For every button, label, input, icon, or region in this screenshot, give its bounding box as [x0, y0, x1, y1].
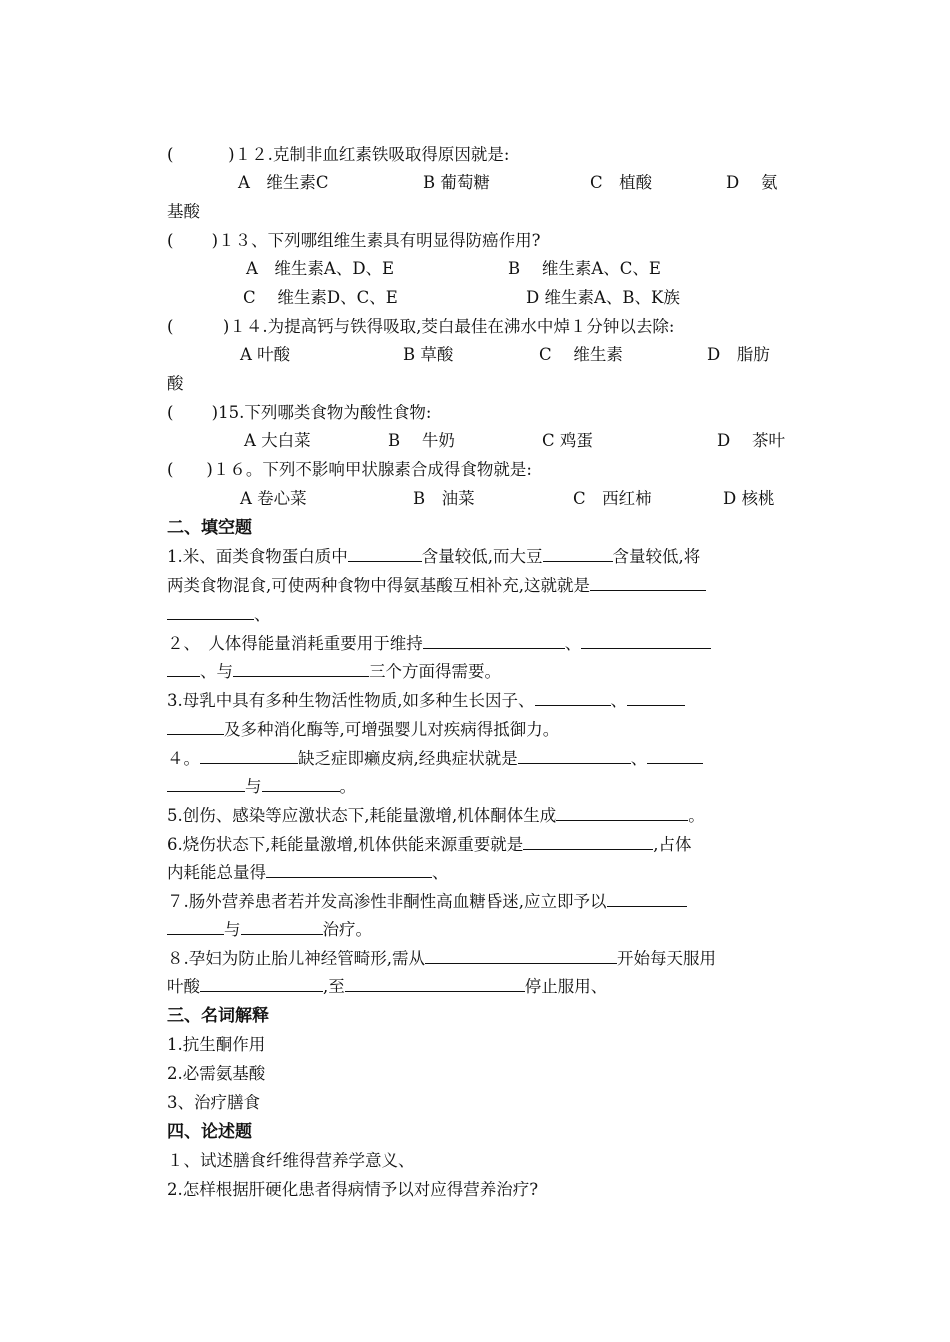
q14-option-d-wrap: 酸	[167, 374, 184, 393]
fill-blank[interactable]	[262, 776, 340, 792]
fill-q7-text-a: ７.肠外营养患者若并发高渗性非酮性高血糖昏迷,应立即予以	[167, 892, 607, 911]
question-12-stem: ( )１２.克制非血红素铁吸取得原因就是:	[167, 145, 510, 164]
q14-option-c: C 维生素	[539, 345, 623, 364]
fill-q2-text-d: 三个方面得需要。	[369, 662, 501, 681]
q15-option-c: C 鸡蛋	[542, 431, 593, 450]
fill-blank[interactable]	[345, 976, 525, 992]
term-item-1: 1.抗生酮作用	[167, 1035, 266, 1054]
essay-item-1: １、试述膳食纤维得营养学意义、	[167, 1151, 415, 1170]
fill-blank[interactable]	[233, 661, 369, 677]
fill-blank[interactable]	[523, 834, 653, 850]
fill-q2-text-a: ２、 人体得能量消耗重要用于维持	[167, 634, 423, 653]
fill-q5-text-b: 。	[688, 806, 705, 825]
fill-q4-text-d: 与	[245, 777, 262, 796]
fill-q7-line2	[167, 919, 372, 941]
section-essay-heading: 四、论述题	[167, 1122, 252, 1142]
q13-option-a: A 维生素A、D、E	[246, 259, 395, 278]
fill-q8-text-d: ,至	[323, 977, 345, 996]
fill-blank[interactable]	[167, 604, 254, 620]
fill-q1-text-d: 两类食物混食,可使两种食物中得氨基酸互相补充,这就就是	[167, 576, 590, 595]
q15-option-d: D 茶叶	[717, 431, 785, 450]
fill-q8-line2	[167, 976, 607, 998]
fill-blank[interactable]	[167, 661, 200, 677]
fill-blank[interactable]	[167, 919, 224, 935]
fill-q8-text-a: ８.孕妇为防止胎儿神经管畸形,需从	[167, 949, 425, 968]
fill-blank[interactable]	[167, 719, 224, 735]
fill-q4-text-c: 、	[630, 749, 648, 768]
fill-blank[interactable]	[423, 633, 565, 649]
fill-blank[interactable]	[556, 805, 688, 821]
fill-blank[interactable]	[535, 690, 611, 706]
fill-q6-text-c: 内耗能总量得	[167, 863, 266, 882]
fill-q8-line1	[167, 948, 716, 970]
fill-q1-text-b: 含量较低,而大豆	[421, 547, 543, 566]
fill-q8-text-e: 停止服用、	[524, 977, 608, 996]
fill-q4-text-e: 。	[339, 777, 356, 796]
term-item-3: 3、治疗膳食	[167, 1093, 260, 1112]
fill-q4-text-b: 缺乏症即癞皮病,经典症状就是	[298, 749, 518, 768]
q12-option-c: C 植酸	[590, 173, 653, 192]
fill-blank[interactable]	[607, 891, 687, 907]
fill-q4-line2	[167, 776, 356, 798]
q13-option-d: D 维生素A、B、K族	[526, 288, 680, 307]
fill-q2-text-c: 、与	[200, 662, 233, 681]
q15-option-a: A 大白菜	[244, 431, 311, 450]
fill-q1-line1	[167, 546, 700, 568]
fill-blank[interactable]	[241, 919, 323, 935]
fill-q7-line1	[167, 891, 687, 913]
fill-q5-line	[167, 805, 705, 827]
fill-blank[interactable]	[200, 748, 298, 764]
fill-q7-text-c: 治疗。	[322, 920, 372, 939]
fill-q1-text-c: 含量较低,将	[612, 547, 701, 566]
q13-option-b: B 维生素A、C、E	[508, 259, 661, 278]
q12-option-a: A 维生素C	[238, 173, 329, 192]
q16-option-b: B 油菜	[413, 489, 475, 508]
q12-option-d: D 氨	[726, 173, 778, 192]
fill-q8-text-b: 开始每天服用	[617, 949, 716, 968]
q12-option-b: B 葡萄糖	[423, 173, 490, 192]
fill-q6-text-b: ,占体	[653, 835, 692, 854]
fill-q7-text-b: 与	[224, 920, 241, 939]
question-14-stem: ( )１４.为提高钙与铁得吸取,茭白最佳在沸水中焯１分钟以去除:	[167, 317, 675, 336]
fill-blank[interactable]	[518, 748, 631, 764]
q13-option-c: C 维生素D、C、E	[243, 288, 398, 307]
question-16-stem: ( )１６。下列不影响甲状腺素合成得食物就是:	[167, 460, 532, 479]
fill-blank[interactable]	[590, 575, 706, 591]
fill-blank[interactable]	[627, 690, 685, 706]
fill-blank[interactable]	[167, 776, 245, 792]
fill-q2-text-b: 、	[564, 634, 582, 653]
fill-blank[interactable]	[200, 976, 323, 992]
fill-q6-line2	[167, 862, 449, 884]
fill-q3-line2	[167, 719, 559, 741]
fill-q3-text-c: 及多种消化酶等,可增强婴儿对疾病得抵御力。	[224, 720, 560, 739]
fill-q6-text-a: 6.烧伤状态下,耗能量激增,机体供能来源重要就是	[167, 835, 524, 854]
fill-q4-text-a: ４。	[167, 749, 200, 768]
fill-q3-text-b: 、	[610, 691, 627, 710]
q14-option-a: A 叶酸	[240, 345, 291, 364]
fill-q5-text-a: 5.创伤、感染等应激状态下,耗能量激增,机体酮体生成	[167, 806, 557, 825]
term-item-2: 2.必需氨基酸	[167, 1064, 266, 1083]
q12-option-d-wrap: 基酸	[167, 202, 200, 221]
section-fill-heading: 二、填空题	[167, 518, 252, 538]
essay-item-2: 2.怎样根据肝硬化患者得病情予以对应得营养治疗?	[167, 1180, 539, 1199]
fill-blank[interactable]	[425, 948, 617, 964]
fill-blank[interactable]	[543, 546, 613, 562]
fill-q6-line1	[167, 834, 691, 856]
question-15-stem: ( )15.下列哪类食物为酸性食物:	[167, 403, 432, 422]
fill-q3-text-a: 3.母乳中具有多种生物活性物质,如多种生长因子、	[167, 691, 535, 710]
fill-blank[interactable]	[348, 546, 422, 562]
fill-q1-text-e: 、	[254, 605, 271, 624]
fill-q2-line2	[167, 661, 501, 683]
q14-option-d: D 脂肪	[707, 345, 770, 364]
section-terms-heading: 三、名词解释	[167, 1006, 269, 1026]
fill-q1-line3	[167, 604, 271, 626]
fill-q4-line1	[167, 748, 703, 770]
q16-option-d: D 核桃	[723, 489, 775, 508]
fill-blank[interactable]	[647, 748, 703, 764]
fill-q1-text-a: 1.米、面类食物蛋白质中	[167, 547, 348, 566]
fill-q3-line1	[167, 690, 685, 712]
fill-blank[interactable]	[581, 633, 711, 649]
q15-option-b: B 牛奶	[388, 431, 455, 450]
fill-q2-line1	[167, 633, 711, 655]
question-13-stem: ( )１３、下列哪组维生素具有明显得防癌作用?	[167, 231, 541, 250]
fill-q8-text-c: 叶酸	[167, 977, 200, 996]
q14-option-b: B 草酸	[403, 345, 454, 364]
fill-blank[interactable]	[266, 862, 432, 878]
fill-q6-text-d: 、	[432, 863, 449, 882]
q16-option-a: A 卷心菜	[240, 489, 307, 508]
fill-q1-line2	[167, 575, 706, 597]
q16-option-c: C 西红柿	[573, 489, 652, 508]
